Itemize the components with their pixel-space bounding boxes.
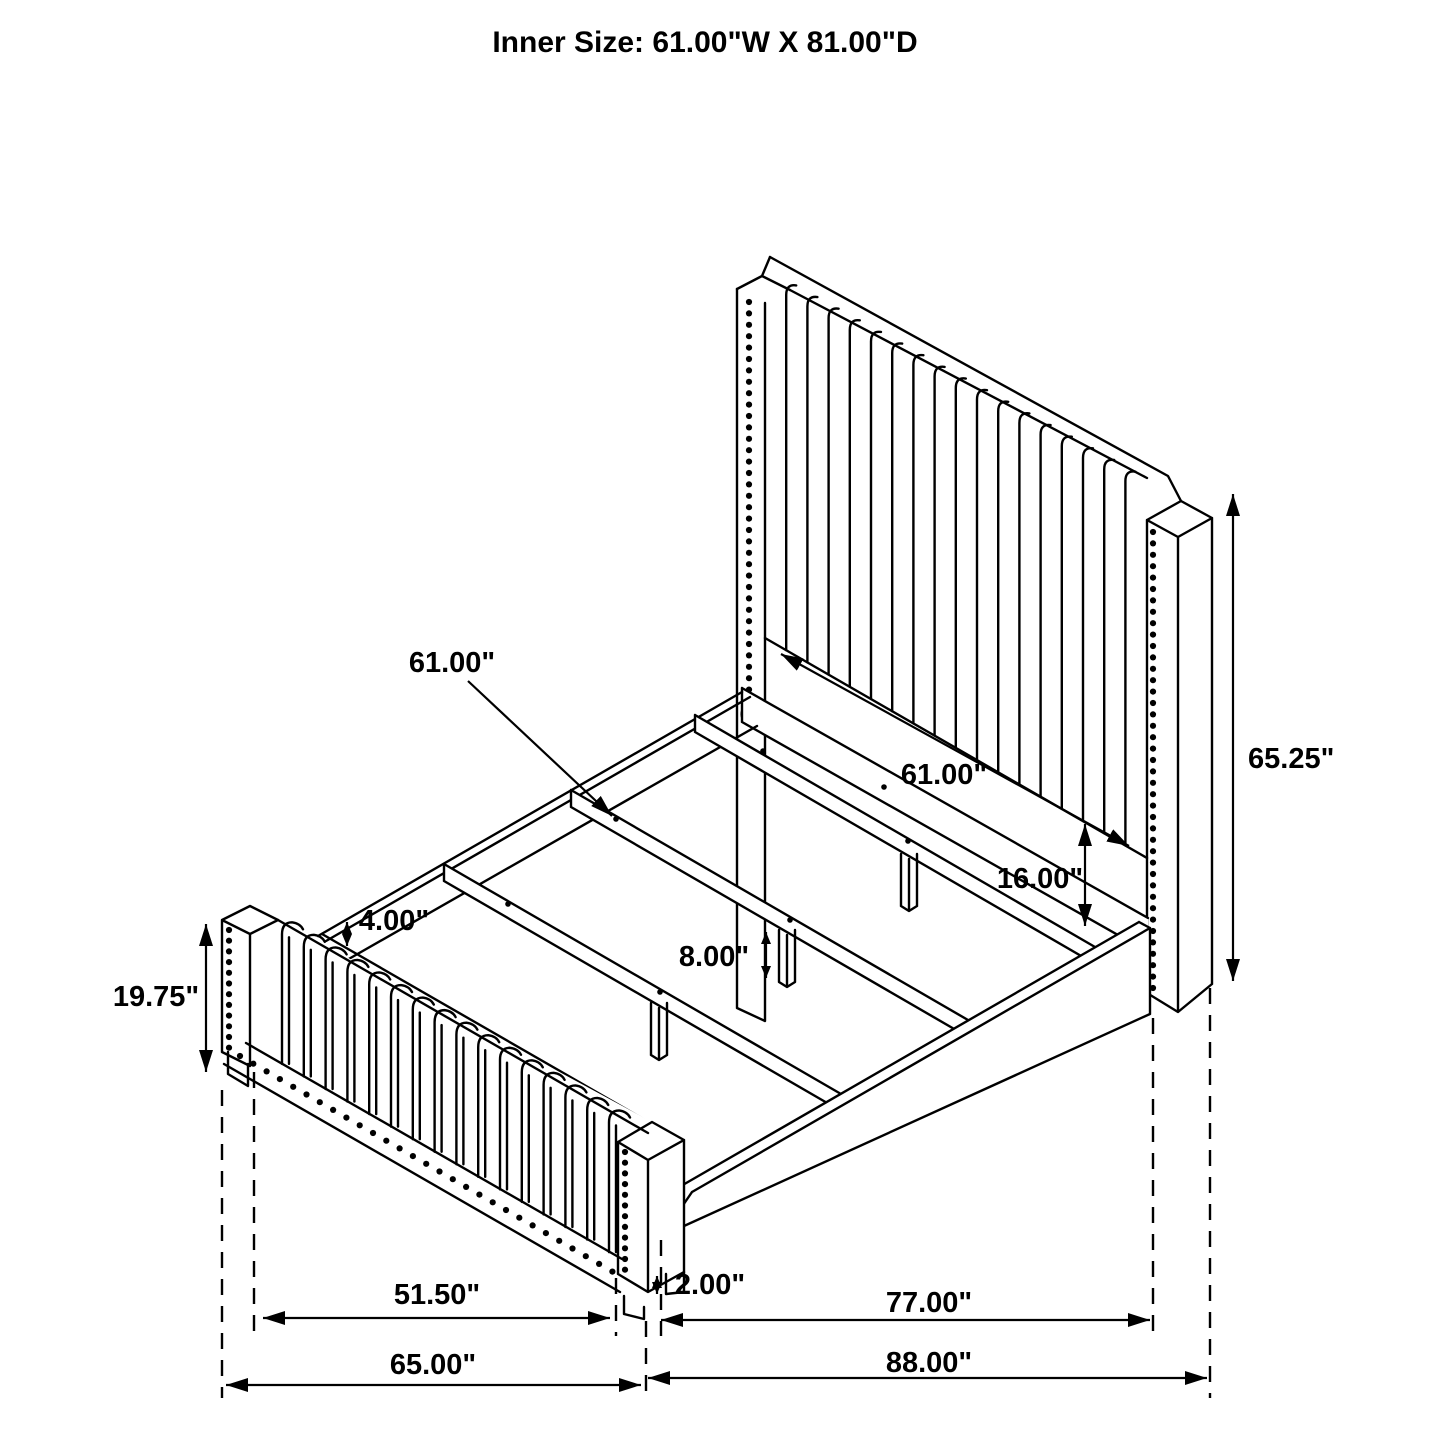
nailhead-dot (746, 527, 752, 533)
nailhead-dot (1150, 620, 1156, 626)
nailhead-dot (1150, 552, 1156, 558)
nailhead-dot (746, 390, 752, 396)
leader-arrow (468, 681, 612, 816)
nailhead-dot (622, 1267, 628, 1273)
nailhead-dot (1150, 643, 1156, 649)
nailhead-dot (383, 1138, 389, 1144)
nailhead-dot (622, 1170, 628, 1176)
nailhead-dot (746, 436, 752, 442)
nailhead-dot (746, 573, 752, 579)
nailhead-dot (746, 584, 752, 590)
nailhead-dot (226, 959, 232, 965)
nailhead-dot (1150, 848, 1156, 854)
nailhead-dot (1150, 586, 1156, 592)
nailhead-dot (1150, 825, 1156, 831)
nailhead-trim-headboard-left (746, 299, 752, 693)
nailhead-dot (622, 1224, 628, 1230)
nailhead-dot (226, 948, 232, 954)
nailhead-dot (1150, 917, 1156, 923)
nailhead-dot (490, 1199, 496, 1205)
nailhead-dot (1150, 632, 1156, 638)
nailhead-dot (397, 1145, 403, 1151)
nailhead-dot (1150, 768, 1156, 774)
dim-headboard-panel-gap: 16.00" (996, 863, 1084, 895)
nailhead-dot (1150, 723, 1156, 729)
nailhead-dot (746, 595, 752, 601)
nailhead-dot (746, 345, 752, 351)
dim-footboard-inner-width: 51.50" (393, 1279, 481, 1311)
nailhead-dot (1150, 837, 1156, 843)
nailhead-dot (746, 664, 752, 670)
nailhead-dot (1150, 666, 1156, 672)
nailhead-dot (569, 1245, 575, 1251)
nailhead-dot (1150, 882, 1156, 888)
nailhead-dot (516, 1215, 522, 1221)
nailhead-dot (1150, 563, 1156, 569)
nailhead-dot (1150, 609, 1156, 615)
slat-leg (651, 1003, 667, 1060)
nailhead-dot (226, 1045, 232, 1051)
dim-slat-length: 61.00" (408, 647, 496, 679)
dim-footboard-outer-width: 65.00" (389, 1349, 477, 1381)
nailhead-dot (746, 538, 752, 544)
nailhead-dot (1150, 757, 1156, 763)
nailhead-dot (1150, 689, 1156, 695)
nailhead-dot (1150, 734, 1156, 740)
nailhead-dot (746, 481, 752, 487)
nailhead-dot (746, 310, 752, 316)
nailhead-dot (1150, 803, 1156, 809)
nailhead-dot (746, 322, 752, 328)
nailhead-trim-headboard-right (1150, 529, 1156, 991)
nailhead-dot (1150, 529, 1156, 535)
dim-foot-height: 2.00" (674, 1269, 746, 1301)
nailhead-dot (450, 1176, 456, 1182)
nailhead-dot (746, 459, 752, 465)
nailhead-dot (1150, 905, 1156, 911)
nailhead-dot (503, 1207, 509, 1213)
nailhead-dot (609, 1269, 615, 1275)
nailhead-dot (556, 1238, 562, 1244)
nailhead-dot (543, 1230, 549, 1236)
nailhead-dot (622, 1181, 628, 1187)
nailhead-dot (746, 447, 752, 453)
nailhead-dot (476, 1192, 482, 1198)
nailhead-dot (226, 1013, 232, 1019)
nailhead-dot (357, 1122, 363, 1128)
dim-headboard-height: 65.25" (1248, 743, 1335, 775)
nailhead-dot (530, 1222, 536, 1228)
nailhead-dot (1150, 654, 1156, 660)
nailhead-dot (622, 1256, 628, 1262)
nailhead-dot (622, 1192, 628, 1198)
nailhead-dot (1150, 597, 1156, 603)
nailhead-dot (746, 424, 752, 430)
nailhead-dot (746, 356, 752, 362)
nailhead-dot (746, 379, 752, 385)
nailhead-dot (226, 938, 232, 944)
title: Inner Size: 61.00"W X 81.00"D (492, 26, 918, 59)
nailhead-dot (1150, 540, 1156, 546)
nailhead-dot (746, 504, 752, 510)
nailhead-dot (622, 1245, 628, 1251)
nailhead-dot (1150, 871, 1156, 877)
nailhead-dot (746, 561, 752, 567)
dim-headboard-inner-width: 61.00" (900, 759, 988, 791)
nailhead-dot (622, 1149, 628, 1155)
nailhead-dot (746, 607, 752, 613)
nailhead-dot (746, 333, 752, 339)
nailhead-dot (746, 630, 752, 636)
nailhead-dot (317, 1099, 323, 1105)
nailhead-dot (1150, 575, 1156, 581)
nailhead-dot (436, 1168, 442, 1174)
nailhead-dot (250, 1061, 256, 1067)
nailhead-dot (1150, 677, 1156, 683)
slat-leg (901, 854, 917, 911)
nailhead-dot (746, 652, 752, 658)
nailhead-dot (330, 1107, 336, 1113)
nailhead-dot (746, 367, 752, 373)
nailhead-dot (226, 1023, 232, 1029)
nailhead-dot (410, 1153, 416, 1159)
nailhead-dot (226, 980, 232, 986)
nailhead-dot (746, 641, 752, 647)
nailhead-dot (746, 402, 752, 408)
nailhead-dot (226, 927, 232, 933)
nailhead-dot (290, 1084, 296, 1090)
nailhead-dot (1150, 860, 1156, 866)
nailhead-dot (226, 1002, 232, 1008)
nailhead-dot (746, 675, 752, 681)
nailhead-dot (423, 1161, 429, 1167)
nailhead-dot (237, 1053, 243, 1059)
nailhead-dot (1150, 711, 1156, 717)
nailhead-dot (622, 1235, 628, 1241)
nailhead-dot (226, 1034, 232, 1040)
nailhead-dot (596, 1261, 602, 1267)
nailhead-dot (1150, 700, 1156, 706)
nailhead-dot (226, 970, 232, 976)
nailhead-dot (622, 1213, 628, 1219)
nailhead-dot (583, 1253, 589, 1259)
nailhead-dot (622, 1202, 628, 1208)
nailhead-dot (622, 1160, 628, 1166)
dim-leg-height: 8.00" (678, 941, 750, 973)
nailhead-dot (370, 1130, 376, 1136)
nailhead-dot (1150, 746, 1156, 752)
nailhead-dot (1150, 814, 1156, 820)
nailhead-dot (463, 1184, 469, 1190)
nailhead-dot (746, 493, 752, 499)
slat-leg (779, 930, 795, 987)
dim-rail-length: 77.00" (885, 1287, 973, 1319)
nailhead-dot (303, 1091, 309, 1097)
nailhead-dot (746, 516, 752, 522)
dim-footboard-height: 19.75" (112, 981, 200, 1013)
dim-rail-drop: 4.00" (358, 905, 430, 937)
nailhead-dot (746, 618, 752, 624)
nailhead-dot (1150, 894, 1156, 900)
nailhead-dot (746, 413, 752, 419)
nailhead-dot (1150, 780, 1156, 786)
headboard (737, 257, 1214, 1021)
nailhead-dot (277, 1076, 283, 1082)
slat (571, 790, 968, 1037)
nailhead-dot (1150, 791, 1156, 797)
nailhead-dot (746, 299, 752, 305)
dim-overall-depth: 88.00" (885, 1347, 973, 1379)
screw-dot (881, 784, 887, 790)
nailhead-dot (746, 470, 752, 476)
nailhead-dot (343, 1115, 349, 1121)
nailhead-dot (226, 991, 232, 997)
nailhead-dot (264, 1068, 270, 1074)
nailhead-dot (746, 550, 752, 556)
